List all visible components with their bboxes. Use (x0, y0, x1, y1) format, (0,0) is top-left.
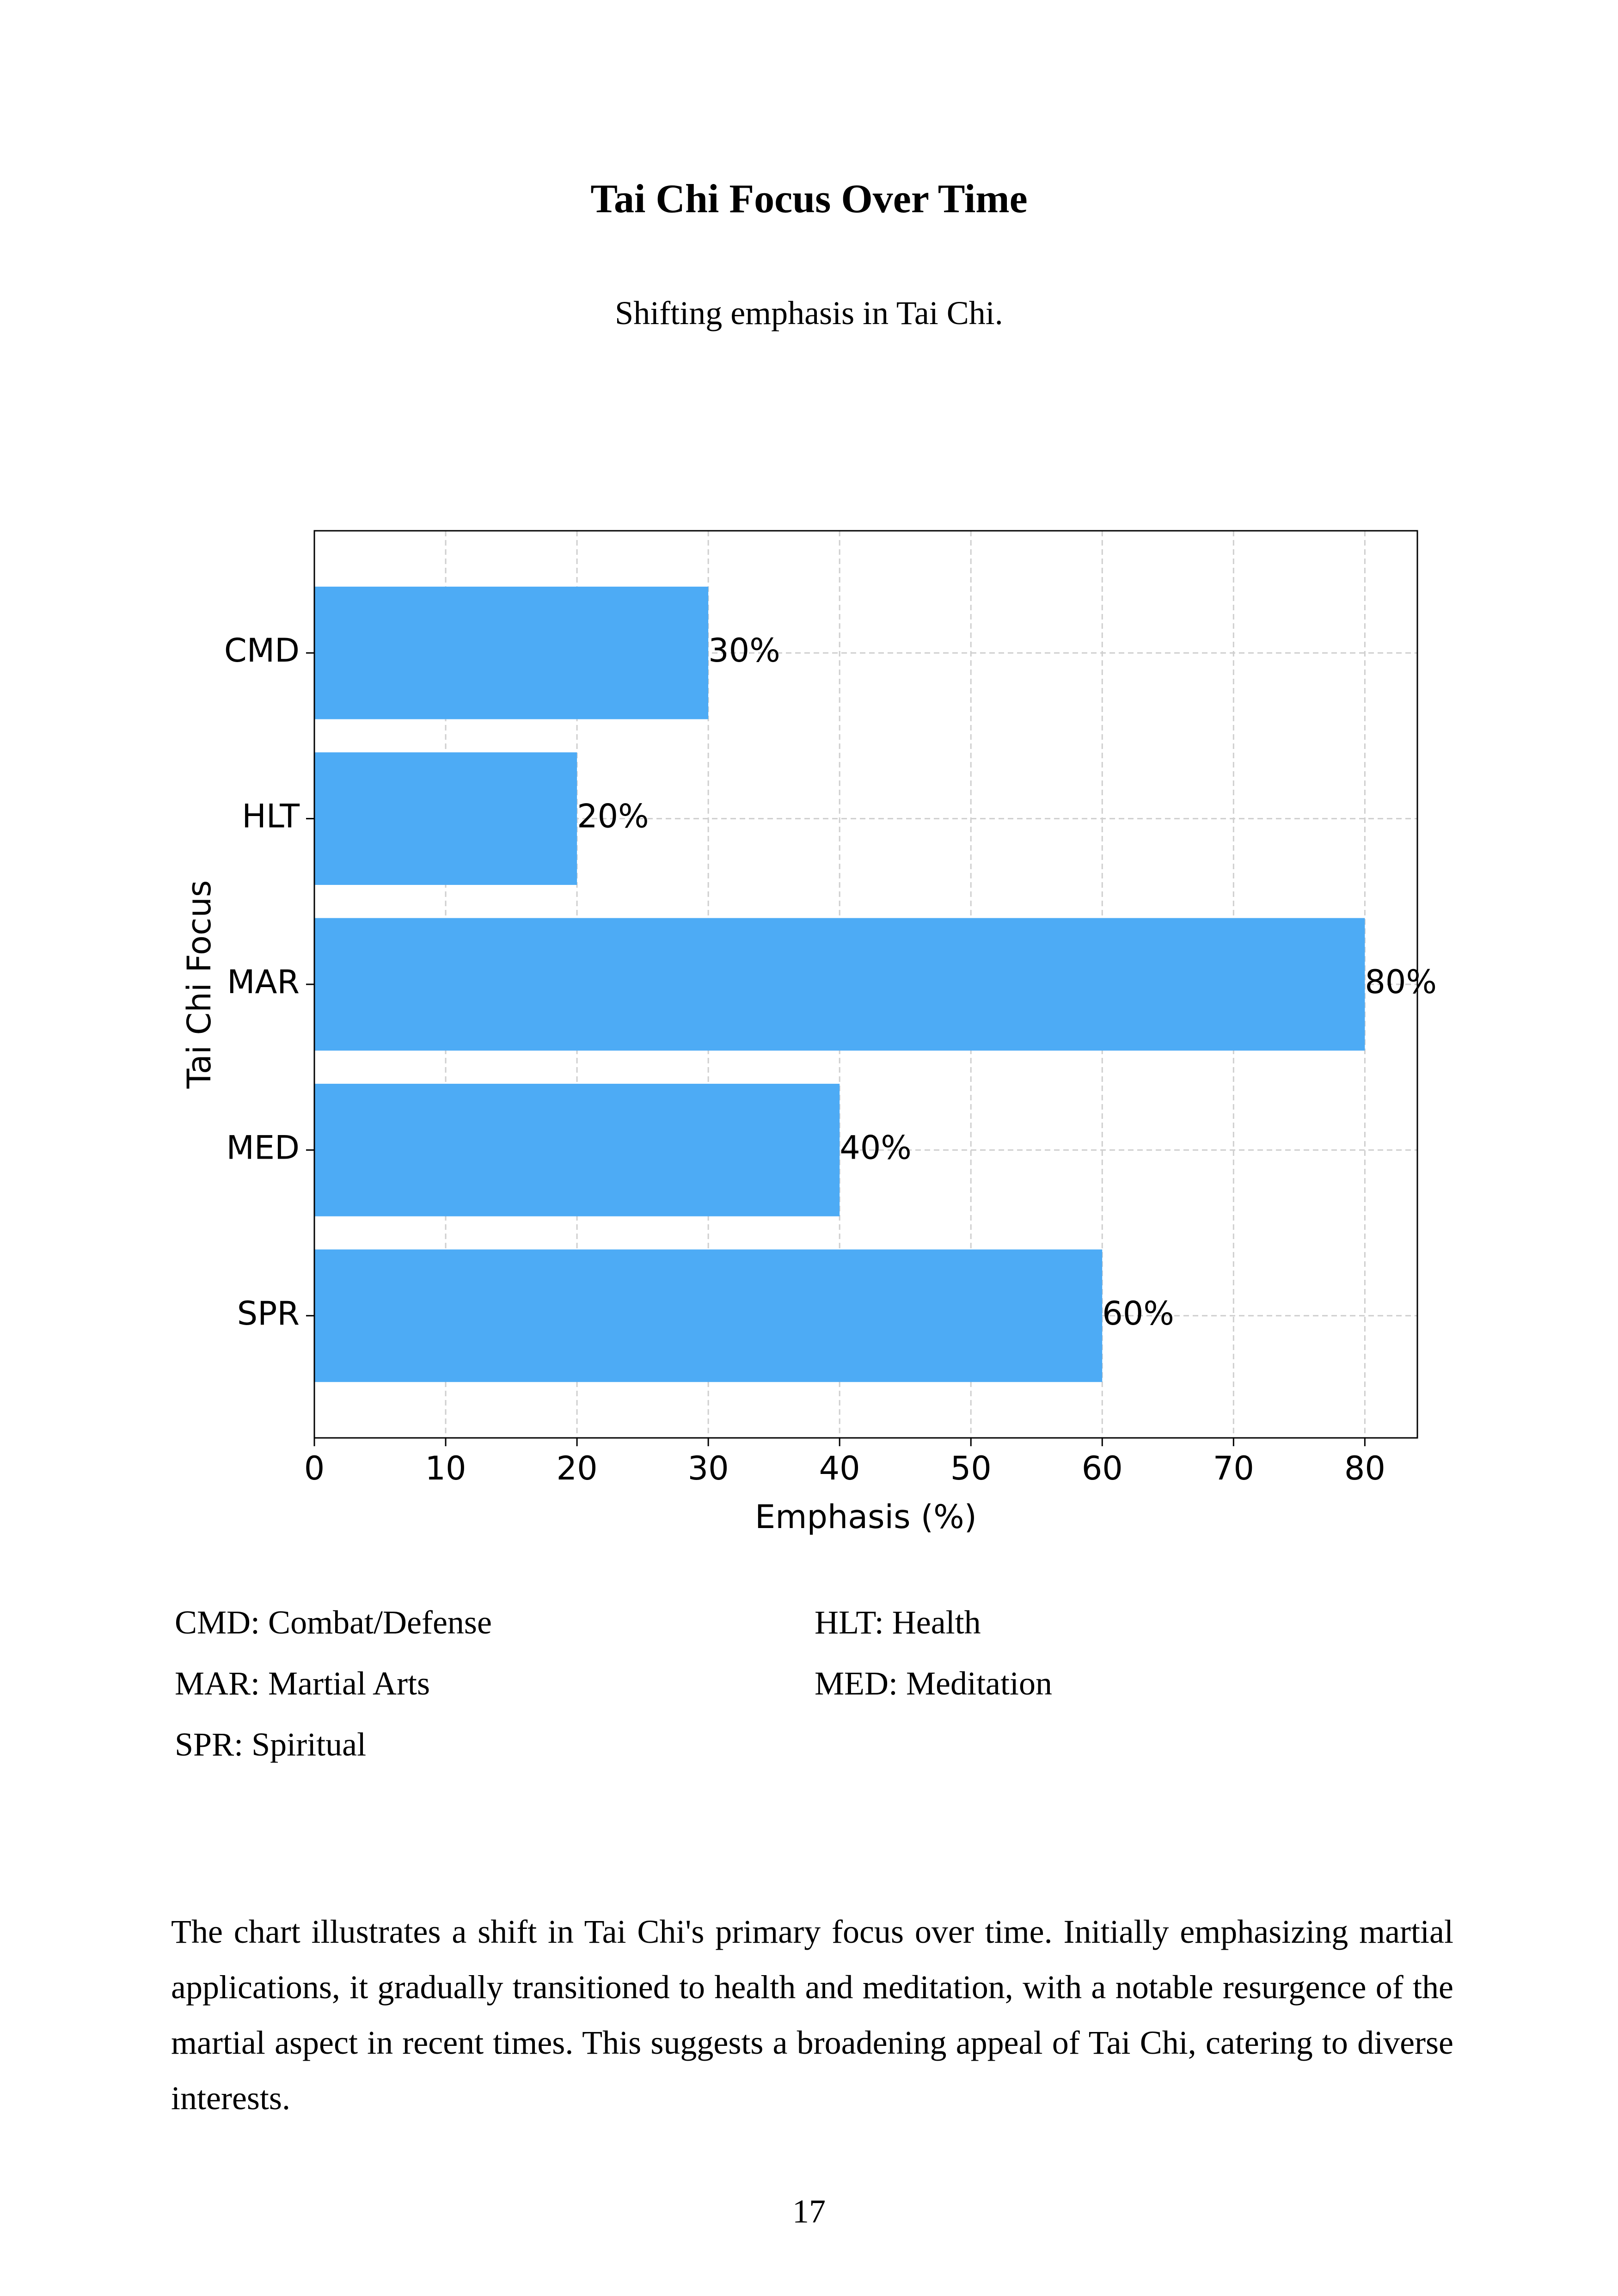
page-title: Tai Chi Focus Over Time (590, 177, 1028, 221)
page-number: 17 (792, 2193, 826, 2230)
x-tick-label-1: 10 (425, 1449, 466, 1487)
legend-item-hlt: HLT: Health (815, 1604, 981, 1641)
y-tick-label-spr: SPR (237, 1294, 300, 1332)
page-subtitle: Shifting emphasis in Tai Chi. (615, 295, 1003, 332)
x-tick-label-0: 0 (304, 1449, 325, 1487)
y-tick-label-cmd: CMD (224, 632, 300, 670)
value-label-mar: 80% (1365, 963, 1437, 1001)
y-tick-label-mar: MAR (227, 963, 300, 1001)
caption-paragraph: The chart illustrates a shift in Tai Chi's primary focus over time. Initially emphasizing martial applications, it gradually transitioned to health and meditation, with a notable resurgence of the martial aspect in recent times. This suggests a broadening appeal of Tai Chi, catering to diverse interests. (171, 1913, 1453, 2117)
x-tick-label-2: 20 (556, 1449, 598, 1487)
bar-cmd (314, 587, 708, 719)
y-axis-label: Tai Chi Focus (180, 880, 218, 1089)
x-tick-label-7: 70 (1213, 1449, 1254, 1487)
legend-item-cmd: CMD: Combat/Defense (175, 1604, 492, 1641)
value-label-hlt: 20% (577, 797, 649, 835)
y-tick-label-hlt: HLT (242, 797, 300, 835)
bar-med (314, 1084, 840, 1216)
x-tick-label-5: 50 (950, 1449, 992, 1487)
x-tick-label-6: 60 (1081, 1449, 1123, 1487)
x-tick-label-3: 30 (687, 1449, 729, 1487)
value-label-med: 40% (840, 1129, 912, 1167)
x-axis-label: Emphasis (%) (755, 1498, 977, 1536)
y-tick-label-med: MED (226, 1129, 300, 1167)
legend-item-spr: SPR: Spiritual (175, 1726, 367, 1763)
x-tick-label-8: 80 (1344, 1449, 1385, 1487)
value-label-cmd: 30% (708, 632, 780, 670)
bar-hlt (314, 752, 577, 885)
bar-mar (314, 918, 1365, 1051)
x-tick-label-4: 40 (819, 1449, 860, 1487)
bar-spr (314, 1249, 1102, 1382)
legend-item-med: MED: Meditation (815, 1665, 1052, 1702)
value-label-spr: 60% (1102, 1294, 1174, 1332)
legend-item-mar: MAR: Martial Arts (175, 1665, 430, 1702)
